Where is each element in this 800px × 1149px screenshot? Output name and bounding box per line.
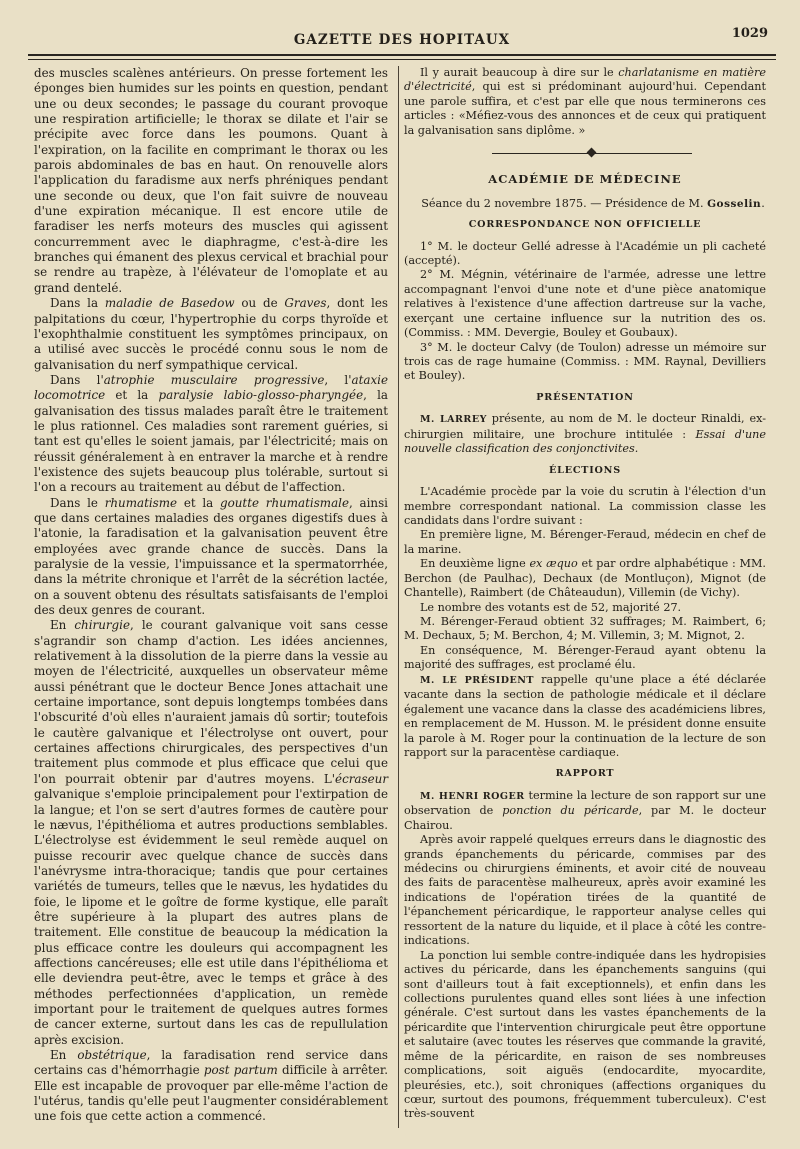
seance-line <box>404 197 766 211</box>
header-rule <box>28 54 776 56</box>
page-number: 1029 <box>731 26 768 41</box>
text-run: rappelle qu'une place a été déclarée vacante dans la section de pathologie médicale et il déclare également une vacance dans la classe des académiciens libres, en remplacement de M. Husson. M. le président donne ensuite la parole à M. Roger pour la continuation de la lecture de son rapport sur la paracentèse cardiaque. <box>404 672 766 759</box>
text-run: Il y aurait beaucoup à dire sur le <box>420 66 619 79</box>
text-run: et par ordre alphabétique : MM. Berchon (de Paulhac), Dechaux (de Montluçon), Mignot (de Chantelle), Raimbert (de Châteaudun), Villemin (de Vichy). <box>404 557 766 600</box>
text-run: difficile à arrêter. Elle est incapable de provoquer par elle-même l'action de l'utérus, tandis qu'elle peut l'augmenter considérablement une fois que cette action a commencé. <box>34 1063 388 1124</box>
paragraph-charlatanisme <box>404 66 766 138</box>
text-run: , qui est si prédominant aujourd'hui. Cependant une parole suffira, et c'est par elle que nous terminerons ces articles : «Méfiez-vous des annonces et de ceux qui pratiquent la galvanisation sans diplôme. » <box>404 80 766 137</box>
rapport-paragraph-2: Après avoir rappelé quelques erreurs dans le diagnostic des grands épanchements du péricarde, commises par des médecins ou chirurgiens éminents, et avoir cité de nouveau des faits de paracentèse malheureux, après avoir examiné les indications de l'opération tirées de la quantité de l'épanchement péricardique, le rapporteur analyse celles qui ressortent de la nature du liquide, et il place à côté les contre-indications. <box>404 833 766 948</box>
text-run: , l' <box>324 372 352 387</box>
text-run: termine la lecture de son rapport sur une observation de <box>404 788 766 818</box>
text-run: Dans le <box>50 495 105 510</box>
heading-correspondance: CORRESPONDANCE NON OFFICIELLE <box>468 219 702 231</box>
text-run: Dans la <box>50 296 105 311</box>
italic-term: ponction du péricarde <box>502 804 639 818</box>
italic-term: ex æquo <box>529 557 578 571</box>
text-run: présente, au nom de M. le docteur Rinaldi, ex-chirurgien militaire, une brochure intitulée : <box>404 412 766 441</box>
text-run: En <box>50 1048 78 1062</box>
heading-presentation: PRÉSENTATION <box>536 391 634 403</box>
page-header <box>28 26 776 52</box>
text-run: Séance du 2 novembre 1875. — Présidence de M. <box>421 196 708 210</box>
italic-term: maladie de Basedow <box>104 296 235 311</box>
paragraph-obstetrique <box>34 1048 388 1125</box>
text-run: , par M. le docteur Chairou. <box>404 804 766 832</box>
speaker-name: M. HENRI ROGER <box>420 790 525 802</box>
text-run: En deuxième ligne <box>420 557 530 571</box>
right-column <box>404 66 766 1122</box>
italic-term: obstétrique <box>77 1048 147 1062</box>
paragraph-basedow <box>34 296 388 373</box>
text-run: , la galvanisation des tissus malades paraît être le traitement le plus rationnel. Ces maladies sont rarement guéries, si tant est qu'elles le soient jamais, par l'électricité; mais on réussit généralement à en entraver la marche et à rendre l'existence des sujets beaucoup plus tolérable, surtout si l'on a recours au traitement au début de l'affection. <box>34 388 389 495</box>
section-title: ACADÉMIE DE MÉDECINE <box>488 172 682 187</box>
correspondance-item-2: 2° M. Mégnin, vétérinaire de l'armée, adresse une lettre accompagnant l'envoi d'une note et d'une pièce anatomique relatives à l'existence d'une affection dartreuse sur la vache, exerçant une certaine influence sur la nutrition des os. (Commiss. : MM. Devergie, Bouley et Goubaux). <box>404 268 766 340</box>
rapport-paragraph-3: La ponction lui semble contre-indiquée dans les hydropisies actives du péricarde, dans les épanchements sanguins (qui sont d'ailleurs tout à fait exceptionnels), et enfin dans les collections purulentes quand elles sont liées à une infection générale. C'est surtout dans les vastes épanchements de la péricardite que l'intervention chirurgicale peut être opportune et salutaire (avec toutes les réserves que commande la gravité, même de la péricardite, en raison de ses nombreuses complications, soit aiguës (endocardite, myocardite, pleurésies, etc.), soit chroniques (affections organiques du cœur, surtout des poumons, fréquemment tuberculeux). C'est très-souvent <box>404 948 766 1121</box>
header-rule-thin <box>28 59 776 60</box>
presentation-paragraph <box>404 412 766 456</box>
elections-paragraph-7 <box>404 673 766 761</box>
italic-term: ataxie locomotrice <box>34 372 388 403</box>
heading-elections: ÉLECTIONS <box>549 464 621 476</box>
rapport-paragraph-1 <box>404 789 766 833</box>
italic-term: chirurgie <box>74 618 130 633</box>
italic-term: post partum <box>203 1063 278 1078</box>
correspondance-item-3: 3° M. le docteur Calvy (de Toulon) adresse un mémoire sur trois cas de rage humaine (Commiss. : MM. Raynal, Devilliers et Bouley). <box>404 340 766 383</box>
paragraph-rhumatisme <box>34 496 388 619</box>
elections-paragraph-6: En conséquence, M. Bérenger-Feraud ayant obtenu la majorité des suffrages, est proclamé élu. <box>404 643 766 672</box>
paragraph-chirurgie <box>34 618 388 1048</box>
paragraph-atrophie <box>34 373 388 496</box>
column-divider <box>398 66 399 1128</box>
text-run: galvanique s'emploie principalement pour l'extirpation de la langue; et l'on se sert d'autres formes de cautère pour le nævus, l'épithélioma et autres productions semblables. L'électrolyse est évidemment le seul remède auquel on puisse recourir avec quelque chance de succès dans l'anévrysme intra-thoracique; tandis que pour certaines variétés de tumeurs, telles que le nævus, les hydatides du foie, le lipome et le goître de forme kystique, elle paraît être supérieure à la plupart des autres plans de traitement. Elle constitue de beaucoup la médication la plus efficace contre les douleurs qui accompagnent les affections cancéreuses; elle est utile dans l'épithélioma et elle deviendra peut-être, avec le temps et grâce à des méthodes perfectionnées d'application, un remède important pour le traitement de quelques autres formes de cancer externe, surtout dans les cas de repullulation après excision. <box>34 787 388 1047</box>
elections-paragraph-4: Le nombre des votants est de 52, majorité 27. <box>420 600 682 614</box>
heading-rapport: RAPPORT <box>555 768 615 780</box>
text-run: , ainsi que dans certaines maladies des organes digestifs dues à l'atonie, la faradisation et la galvanisation peuvent être employées avec grande chance de succès. Dans la paralysie de la vessie, l'impuissance et la spermatorrhée, dans la métrite chronique et l'arrêt de la sécrétion lactée, on a souvent obtenu des résultats satisfaisants de l'emploi des deux genres de courant. <box>34 495 388 618</box>
italic-term: charlatanisme en matière d'électricité <box>404 66 766 94</box>
italic-term: paralysie labio-glosso-pharyngée <box>158 388 364 403</box>
italic-term: rhumatisme <box>104 495 178 510</box>
journal-title: GAZETTE DES HOPITAUX <box>293 32 511 48</box>
text-run: et la <box>177 495 220 510</box>
italic-term: Graves <box>284 296 327 311</box>
text-run: . <box>761 196 765 210</box>
elections-paragraph-1: L'Académie procède par la voie du scrutin à l'élection d'un membre correspondant national. La commission classe les candidats dans l'ordre suivant : <box>404 485 766 527</box>
speaker-name: M. LE PRÉSIDENT <box>420 674 534 686</box>
text-run: et la <box>105 388 159 403</box>
elections-paragraph-5: M. Bérenger-Feraud obtient 32 suffrages; M. Raimbert, 6; M. Dechaux, 5; M. Berchon, 4; M. Villemin, 3; M. Mignot, 2. <box>404 615 766 643</box>
section-ornament <box>404 146 766 160</box>
italic-term: goutte rhumatismale <box>220 495 350 510</box>
president-name: Gosselin <box>707 197 762 210</box>
elections-paragraph-2: En première ligne, M. Bérenger-Feraud, médecin en chef de la marine. <box>404 528 766 556</box>
italic-term: atrophie musculaire progressive <box>103 372 325 387</box>
text-run: , la faradisation rend service dans certains cas d'hémorrhagie <box>34 1048 388 1078</box>
text-run: ou de <box>234 296 285 311</box>
text-run: Dans l' <box>50 372 104 387</box>
left-column <box>34 66 388 1125</box>
correspondance-item-1: 1° M. le docteur Gellé adresse à l'Académie un pli cacheté (accepté). <box>404 239 766 267</box>
text-run: , dont les palpitations du cœur, l'hypertrophie du corps thyroïde et l'exophthalmie constituent les symptômes principaux, on a utilisé avec succès le procédé connu sous le nom de galvanisation du nerf sympathique cervical. <box>34 296 388 372</box>
text-run: En <box>50 618 75 633</box>
speaker-name: M. LARREY <box>420 414 487 426</box>
italic-term: écraseur <box>335 771 388 786</box>
text-run: , le courant galvanique voit sans cesse s'agrandir son champ d'action. Les idées anciennes, relativement à la dissolution de la pierre dans la vessie au moyen de l'électricité, auxquelles un observateur même aussi pénétrant que le docteur Bence Jones attachait une certaine importance, sont depuis longtemps tombées dans l'obscurité d'où elles n'auraient jamais dû sortir; toutefois le cautère galvanique et l'électrolyse ont ouvert, pour certaines affections chirurgicales, des perspectives d'un traitement plus commode et plus efficace que celui que l'on pourrait obtenir par d'autres moyens. L' <box>34 618 388 786</box>
ornament-diamond-icon <box>587 148 597 158</box>
elections-paragraph-3 <box>404 557 766 600</box>
paragraph-respiration: des muscles scalènes antérieurs. On presse fortement les éponges bien humides sur les points en question, pendant une ou deux secondes; le passage du courant provoque une respiration artificielle; le thorax se dilate et l'air se précipite avec force dans les poumons. Quant à l'expiration, on la facilite en comprimant le thorax ou les parois abdominales de bas en haut. On renouvelle alors l'application du faradisme aux nerfs phréniques pendant une seconde ou deux, que l'on fait suivre de nouveau d'une expiration mécanique. Il est encore utile de faradiser les nerfs moteurs des muscles qui agissent concurremment avec le diaphragme, c'est-à-dire les branches qui émanent des plexus cervical et brachial pour se rendre au trapèze, à l'élévateur de l'omoplate et au grand dentelé. <box>34 66 388 295</box>
italic-term: Essai d'une nouvelle classification des conjonctivites. <box>404 427 766 456</box>
